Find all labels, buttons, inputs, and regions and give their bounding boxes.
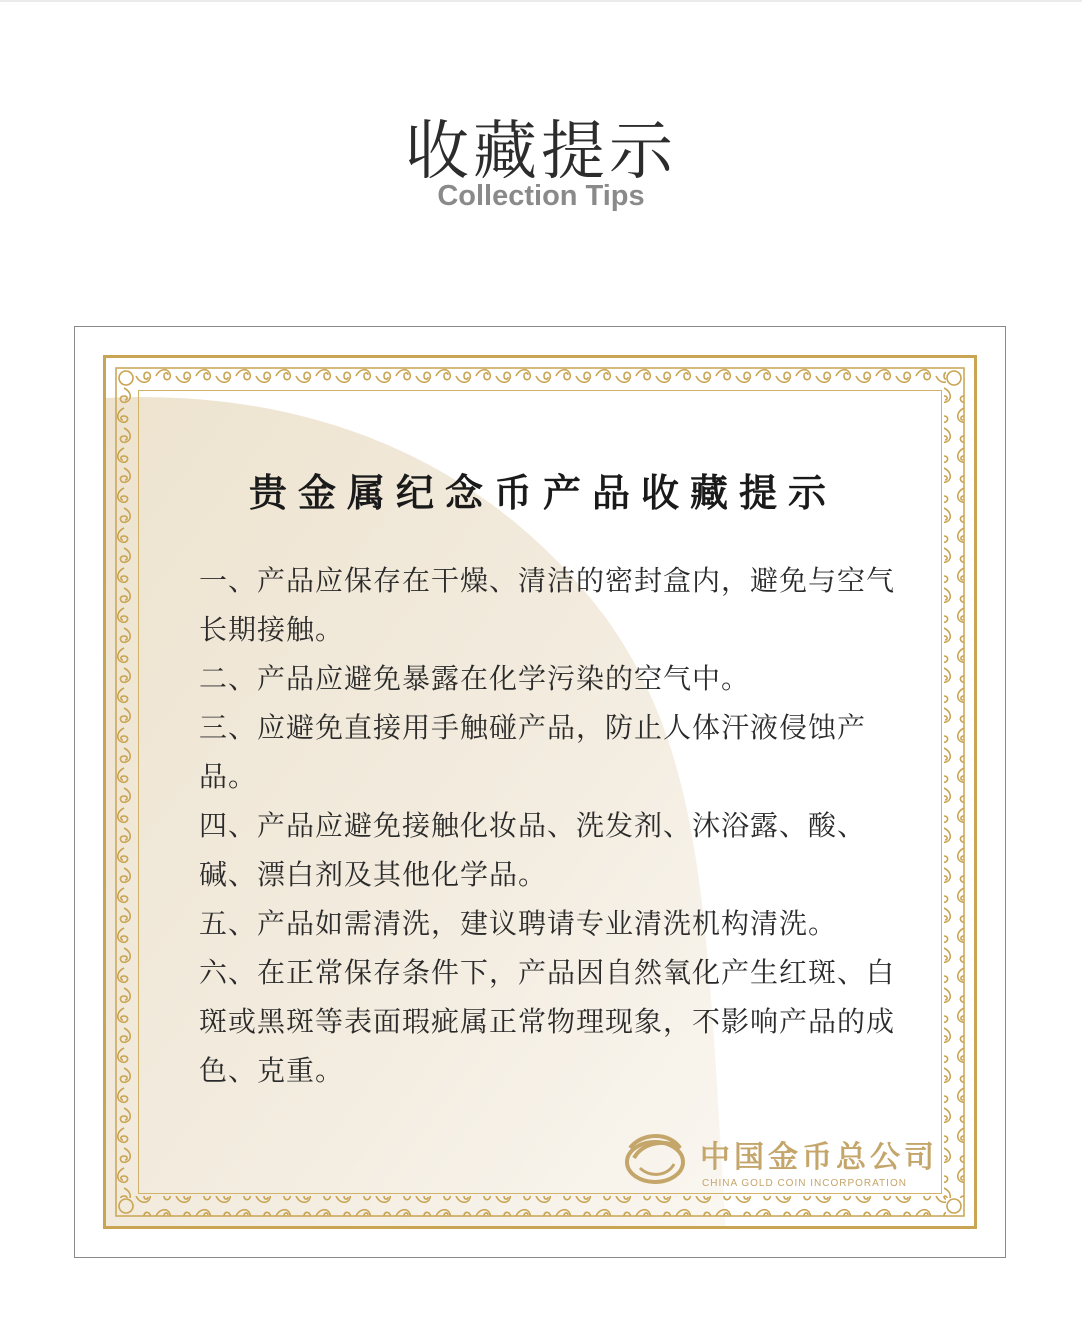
tip-item: 五、产品如需清洗，建议聘请专业清洗机构清洗。 — [199, 907, 838, 940]
tip-item: 四、产品应避免接触化妆品、洗发剂、沐浴露、酸、碱、漂白剂及其他化学品。 — [199, 809, 867, 891]
certificate-frame — [103, 355, 977, 1229]
company-name-english: CHINA GOLD COIN INCORPORATION — [702, 1178, 907, 1189]
page-title: 收藏提示 — [405, 115, 677, 189]
tips-list — [199, 556, 899, 1095]
top-divider — [0, 0, 1082, 2]
certificate-title: 贵金属纪念币产品收藏提示 — [248, 471, 837, 515]
coin-swirl-icon — [620, 1128, 690, 1192]
tip-item: 一、产品应保存在干燥、清洁的密封盒内，避免与空气长期接触。 — [199, 564, 896, 646]
company-logo — [620, 1128, 940, 1198]
tip-item: 六、在正常保存条件下，产品因自然氧化产生红斑、白斑或黑斑等表面瑕疵属正常物理现象，不影响产品的成色、克重。 — [199, 956, 896, 1087]
page-subtitle: Collection Tips — [437, 180, 645, 212]
tip-item: 三、应避免直接用手触碰产品，防止人体汗液侵蚀产品。 — [199, 711, 867, 793]
tip-item: 二、产品应避免暴露在化学污染的空气中。 — [199, 662, 751, 695]
certificate-card — [74, 326, 1006, 1258]
company-name: 中国金币总公司 — [700, 1140, 938, 1175]
